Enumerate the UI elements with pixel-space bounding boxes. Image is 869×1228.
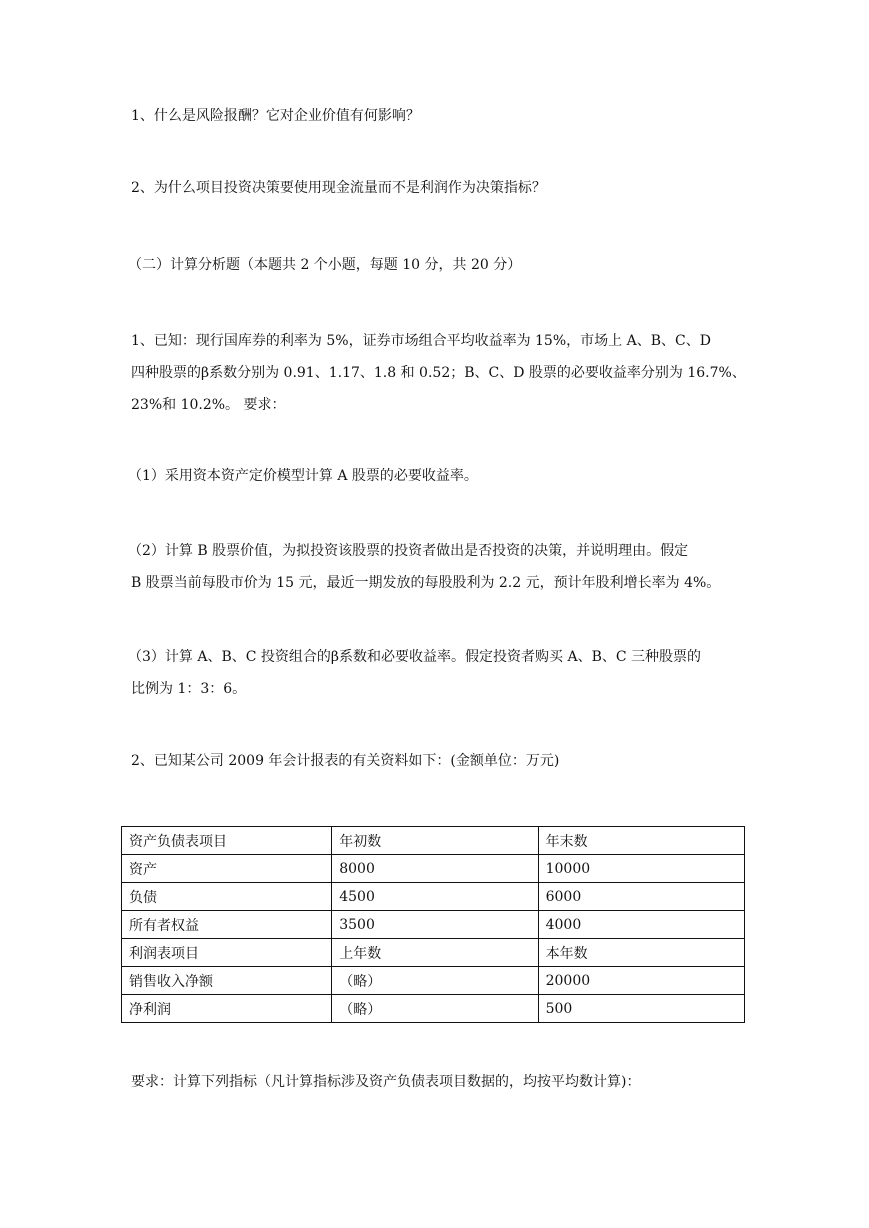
table-cell: 年初数 [332,827,538,855]
table-row [122,911,745,939]
financial-data-table [121,826,745,1023]
table-cell: 4000 [538,911,744,939]
calc-question-2-intro: 2、已知某公司 2009 年会计报表的有关资料如下：(金额单位：万元) [131,753,560,769]
calc-question-2-requirement [131,1066,751,1098]
table-cell: 500 [538,995,744,1023]
table-cell: 3500 [332,911,538,939]
question-cash-flow [131,172,751,204]
sub-question-line: （2）计算 B 股票价值，为拟投资该股票的投资者做出是否投资的决策，并说明理由。假定 [128,543,689,559]
table-cell: 6000 [538,883,744,911]
calc-question-1-line: 四种股票的β系数分别为 0.91、1.17、1.8 和 0.52；B、C、D 股票的必要收益率分别为 16.7%、 [131,365,746,381]
table-cell: 资产负债表项目 [122,827,332,855]
table-row [122,939,745,967]
sub-question-line: （3）计算 A、B、C 投资组合的β系数和必要收益率。假定投资者购买 A、B、C 三种股票的 [128,649,702,665]
table-row [122,883,745,911]
table-cell: （略） [332,995,538,1023]
calc-question-1-line: 1、已知：现行国库券的利率为 5%，证券市场组合平均收益率为 15%，市场上 A、B、C、D [131,333,711,349]
table-row [122,995,745,1023]
table-cell: 本年数 [538,939,744,967]
table-cell: 4500 [332,883,538,911]
question-text: 1、什么是风险报酬？它对企业价值有何影响？ [131,108,420,124]
sub-question-3 [128,641,748,705]
calc-question-1-line: 23%和 10.2%。 要求： [131,397,286,413]
sub-question-1 [128,460,748,492]
table-row [122,855,745,883]
table-cell: （略） [332,967,538,995]
calc-question-2 [131,745,751,777]
table-row [122,967,745,995]
question-text: 2、为什么项目投资决策要使用现金流量而不是利润作为决策指标？ [131,180,546,196]
table-cell: 20000 [538,967,744,995]
table-cell: 净利润 [122,995,332,1023]
table-cell: 利润表项目 [122,939,332,967]
requirement-text: 要求：计算下列指标（凡计算指标涉及资产负债表项目数据的，均按平均数计算)： [131,1074,641,1090]
table-cell: 年末数 [538,827,744,855]
table-cell: 10000 [538,855,744,883]
section-heading-text: （二）计算分析题（本题共 2 个小题，每题 10 分，共 20 分） [128,257,522,273]
table-cell: 上年数 [332,939,538,967]
sub-question-2 [128,535,748,599]
sub-question-line: 比例为 1：3：6。 [131,681,247,697]
question-risk-reward [131,100,751,132]
table-cell: 负债 [122,883,332,911]
sub-question-text: （1）采用资本资产定价模型计算 A 股票的必要收益率。 [128,468,478,484]
table-cell: 所有者权益 [122,911,332,939]
table-cell: 销售收入净额 [122,967,332,995]
sub-question-line: B 股票当前每股市价为 15 元，最近一期发放的每股股利为 2.2 元，预计年股利增长率为 4%。 [131,575,721,591]
section-heading [128,249,748,281]
table-row [122,827,745,855]
calc-question-1 [131,325,751,421]
table-cell: 资产 [122,855,332,883]
table-cell: 8000 [332,855,538,883]
